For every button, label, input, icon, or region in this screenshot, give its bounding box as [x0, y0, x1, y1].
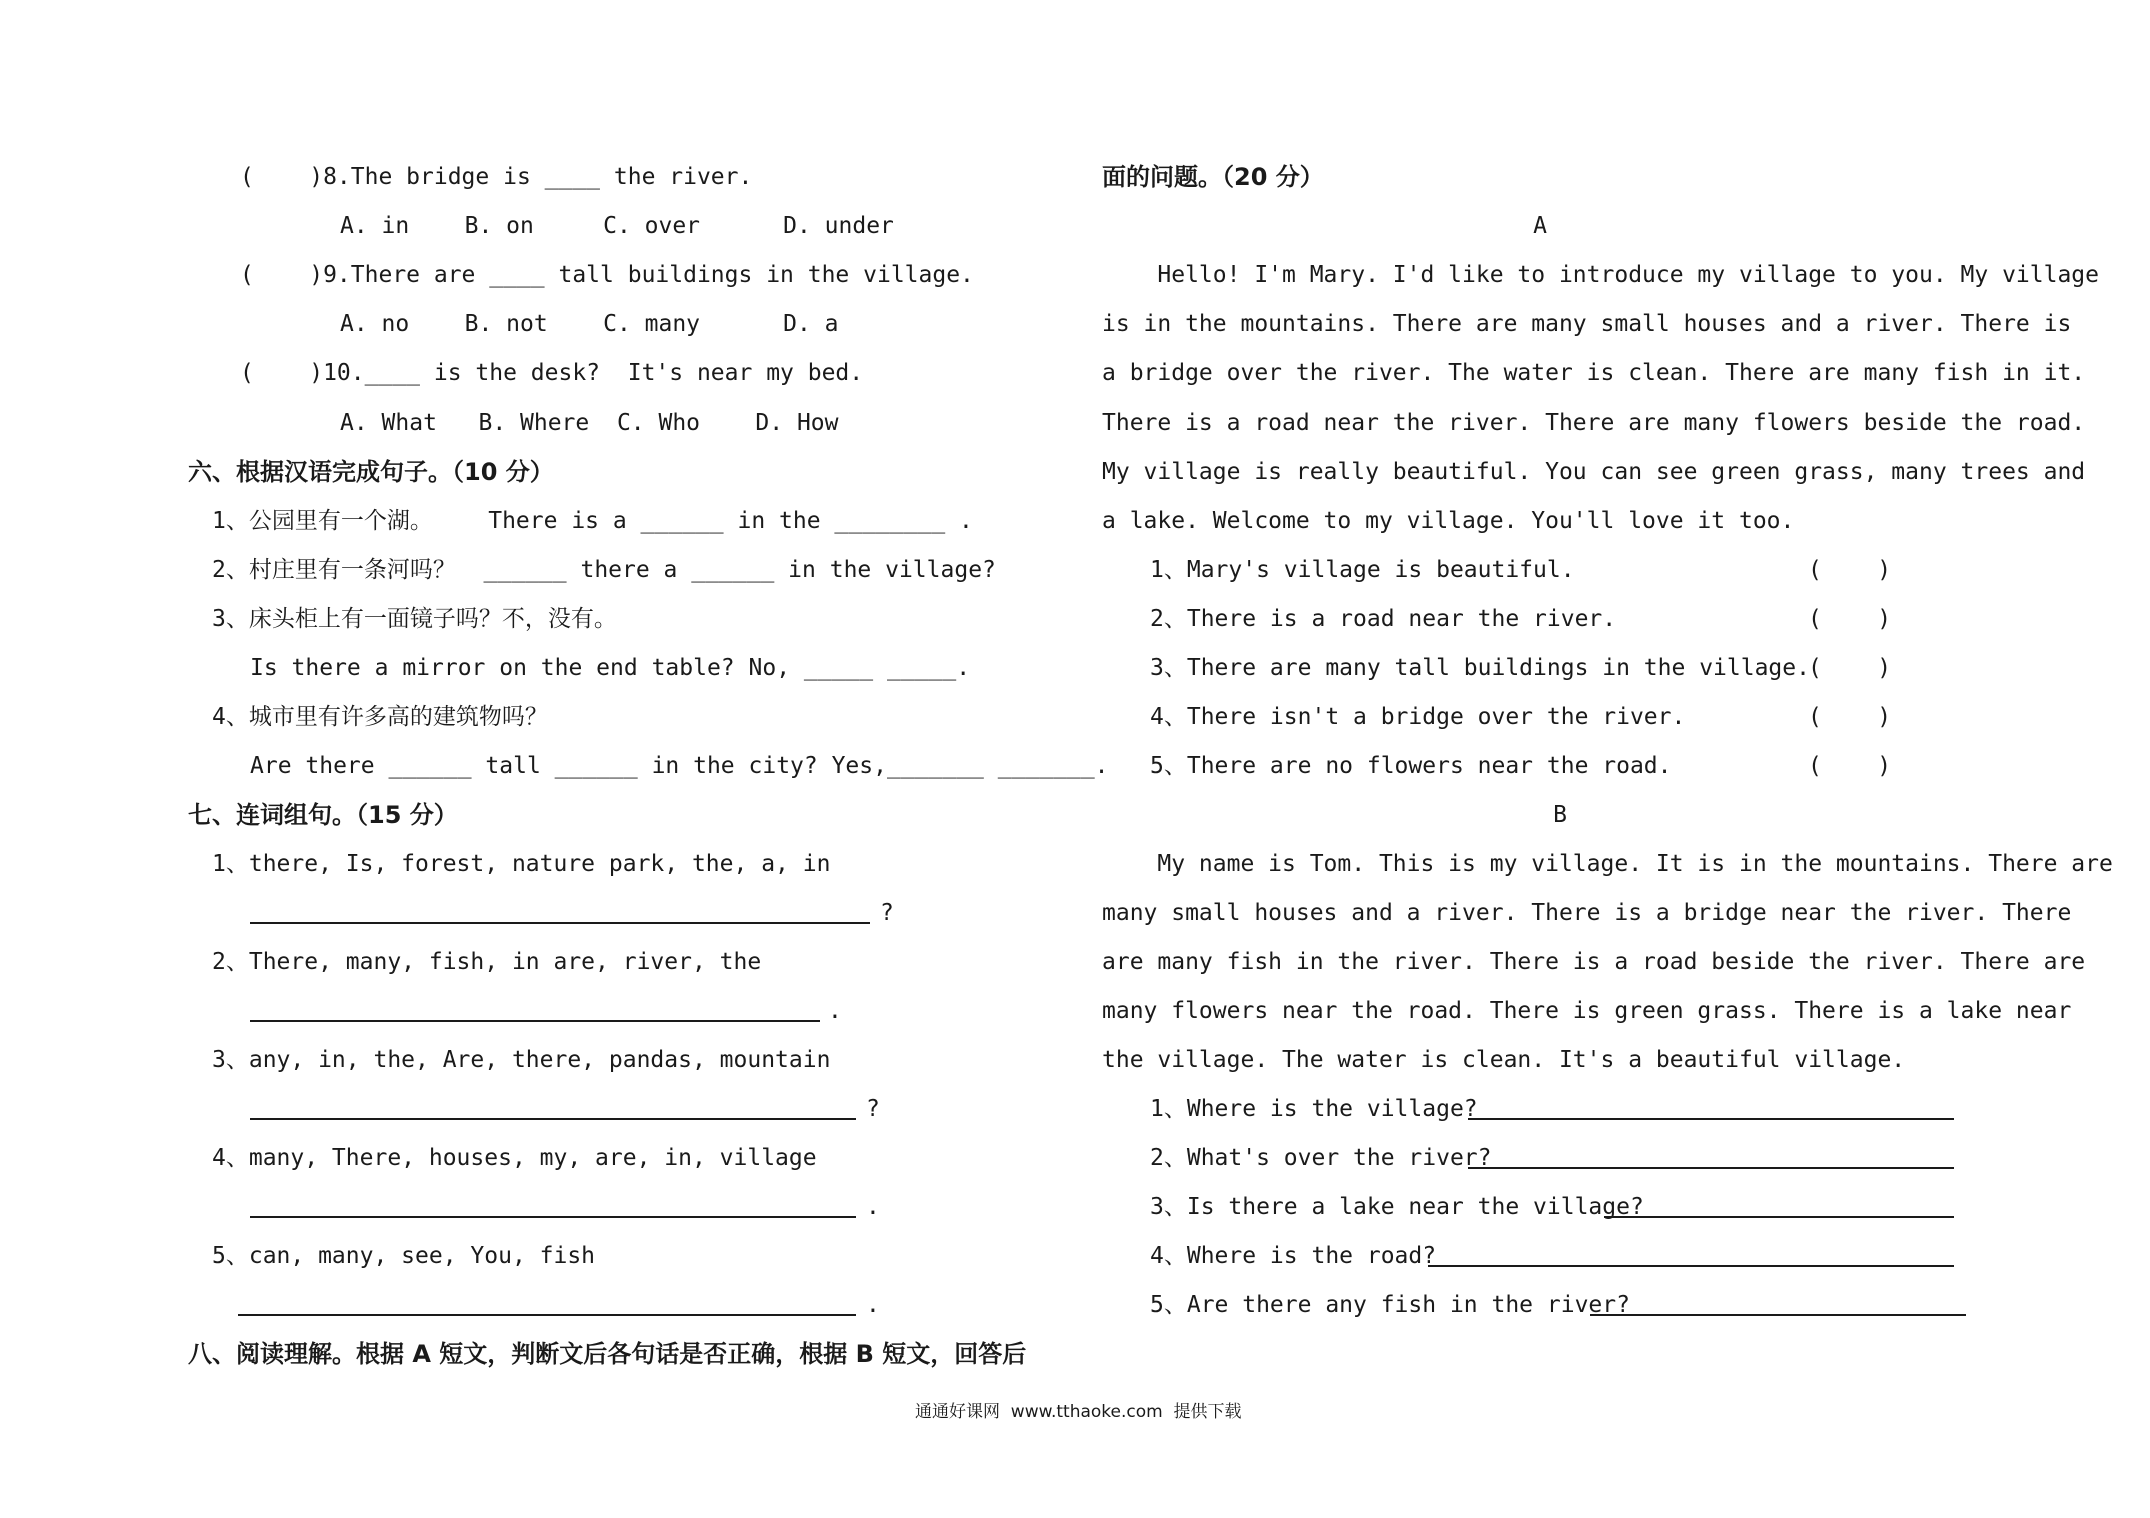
passage-b-line: many small houses and a river. There is a bridge near the river. There	[1102, 900, 2072, 926]
answer-line-b-5[interactable]	[1590, 1314, 1966, 1316]
passage-b-line: the village. The water is clean. It's a beautiful village.	[1102, 1047, 1906, 1073]
section-6-item-4-english: Are there ______ tall ______ in the city? Yes,_______ _______.	[250, 753, 1109, 779]
section-8-title: 八、阅读理解。根据 A 短文，判断文后各句话是否正确，根据 B 短文，回答后	[188, 1340, 1027, 1368]
passage-a-label: A	[1533, 213, 1547, 239]
judge-bracket-1[interactable]: ( )	[1808, 557, 1892, 583]
answer-line-1-end: ?	[880, 900, 894, 926]
passage-b-label: B	[1553, 802, 1567, 828]
section-6-item-3-english: Is there a mirror on the end table? No, _____ _____.	[250, 655, 971, 681]
section-6-item-4-chinese: 4、城市里有许多高的建筑物吗？	[212, 704, 548, 730]
answer-line-5-end: .	[866, 1292, 880, 1318]
judge-item-2: 2、There is a road near the river.	[1150, 606, 1617, 632]
question-b-2: 2、What's over the river?	[1150, 1145, 1492, 1171]
section-8-title-continued: 面的问题。（20 分）	[1102, 163, 1324, 191]
question-b-4: 4、Where is the road?	[1150, 1243, 1437, 1269]
answer-line-5[interactable]	[238, 1314, 856, 1316]
answer-line-3-end: ?	[866, 1096, 880, 1122]
answer-line-4[interactable]	[250, 1216, 856, 1218]
footer-credit: 通通好课网 www.tthaoke.com 提供下载	[915, 1402, 1242, 1422]
judge-item-1: 1、Mary's village is beautiful.	[1150, 557, 1575, 583]
section-7-title: 七、连词组句。（15 分）	[188, 801, 458, 829]
section-7-item-4: 4、many, There, houses, my, are, in, village	[212, 1145, 817, 1171]
judge-bracket-3[interactable]: ( )	[1808, 655, 1892, 681]
question-9-options: A. no B. not C. many D. a	[340, 311, 839, 337]
question-b-5: 5、Are there any fish in the river?	[1150, 1292, 1630, 1318]
passage-b-line: My name is Tom. This is my village. It is in the mountains. There are	[1102, 851, 2113, 877]
question-b-3: 3、Is there a lake near the village?	[1150, 1194, 1644, 1220]
section-7-item-1: 1、there, Is, forest, nature park, the, a, in	[212, 851, 831, 877]
judge-bracket-2[interactable]: ( )	[1808, 606, 1892, 632]
question-8: ( )8.The bridge is ____ the river.	[240, 164, 753, 190]
judge-item-4: 4、There isn't a bridge over the river.	[1150, 704, 1686, 730]
answer-line-2[interactable]	[250, 1020, 820, 1022]
answer-line-3[interactable]	[250, 1118, 856, 1120]
answer-line-b-4[interactable]	[1428, 1265, 1954, 1267]
answer-line-b-2[interactable]	[1468, 1167, 1954, 1169]
judge-bracket-4[interactable]: ( )	[1808, 704, 1892, 730]
answer-line-1[interactable]	[250, 922, 870, 924]
passage-a-line: is in the mountains. There are many small houses and a river. There is	[1102, 311, 2072, 337]
question-10-options: A. What B. Where C. Who D. How	[340, 410, 839, 436]
question-9: ( )9.There are ____ tall buildings in the village.	[240, 262, 974, 288]
answer-line-b-3[interactable]	[1604, 1216, 1954, 1218]
answer-line-4-end: .	[866, 1194, 880, 1220]
section-6-item-2: 2、村庄里有一条河吗？ ______ there a ______ in the village?	[212, 557, 996, 583]
section-6-item-3-chinese: 3、床头柜上有一面镜子吗？不，没有。	[212, 606, 617, 632]
passage-a-line: Hello! I'm Mary. I'd like to introduce my village to you. My village	[1102, 262, 2099, 288]
question-b-1: 1、Where is the village?	[1150, 1096, 1478, 1122]
passage-a-line: a bridge over the river. The water is clean. There are many fish in it.	[1102, 360, 2086, 386]
question-8-options: A. in B. on C. over D. under	[340, 213, 894, 239]
answer-line-b-1[interactable]	[1468, 1118, 1954, 1120]
section-7-item-5: 5、can, many, see, You, fish	[212, 1243, 596, 1269]
judge-item-5: 5、There are no flowers near the road.	[1150, 753, 1672, 779]
passage-a-line: a lake. Welcome to my village. You'll love it too.	[1102, 508, 1795, 534]
section-6-title: 六、根据汉语完成句子。（10 分）	[188, 458, 554, 486]
section-7-item-3: 3、any, in, the, Are, there, pandas, mountain	[212, 1047, 831, 1073]
question-10: ( )10.____ is the desk? It's near my bed.	[240, 360, 864, 386]
passage-b-line: are many fish in the river. There is a road beside the river. There are	[1102, 949, 2086, 975]
passage-b-line: many flowers near the road. There is green grass. There is a lake near	[1102, 998, 2072, 1024]
judge-bracket-5[interactable]: ( )	[1808, 753, 1892, 779]
judge-item-3: 3、There are many tall buildings in the village.	[1150, 655, 1810, 681]
section-6-item-1: 1、公园里有一个湖。 There is a ______ in the ________ .	[212, 508, 973, 534]
passage-a-line: There is a road near the river. There are many flowers beside the road.	[1102, 410, 2086, 436]
answer-line-2-end: .	[828, 998, 842, 1024]
section-7-item-2: 2、There, many, fish, in are, river, the	[212, 949, 762, 975]
passage-a-line: My village is really beautiful. You can see green grass, many trees and	[1102, 459, 2086, 485]
